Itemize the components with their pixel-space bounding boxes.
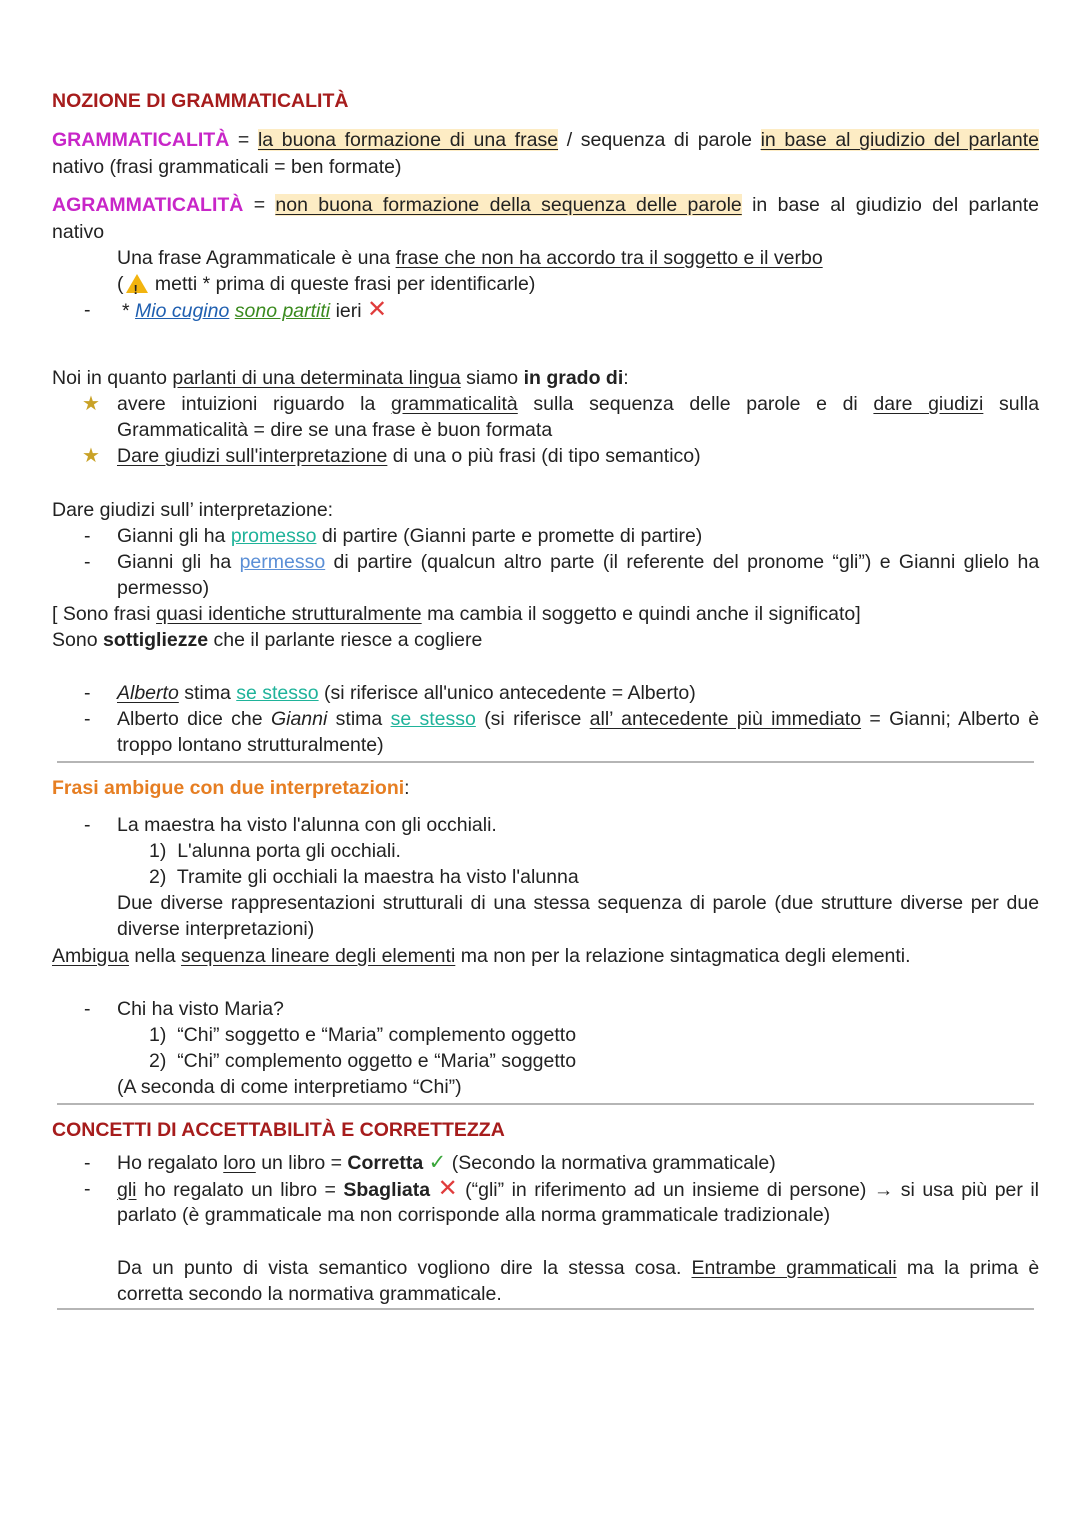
definition-highlight: la buona formazione di una frase [257,129,559,151]
word: parole [712,892,767,914]
agrammaticalita-definition [52,192,1039,218]
word: vista [268,1257,309,1279]
example-text: (“gli” in riferimento ad un insieme di persone) → si usa più per il [465,1179,1040,1201]
warning-text: metti * prima di queste frasi per identificarle) [154,273,536,295]
note-underlined: quasi identiche strutturalmente [156,603,422,625]
word: sulla [533,393,574,415]
interpretation-note: (A seconda di come interpretiamo “Chi”) [117,1076,462,1098]
term-grammaticalita: GRAMMATICALITÀ [52,129,230,151]
word: glielo [963,551,1010,573]
word-underlined: dare giudizi [873,393,984,415]
definition-line: nativo [52,221,105,243]
intro-bold: in grado di [523,367,624,389]
wrong-example-cont: parlato (è grammaticale ma non corrisponde alla norma grammaticale tradizionale) [117,1204,831,1226]
word: parte [550,551,595,573]
note-text: nella [134,945,176,967]
note-underlined: Ambigua [52,945,129,967]
verdict-wrong: Sbagliata [343,1179,431,1201]
example-text: stima [184,682,231,704]
example-subject: Mio cugino [135,300,230,322]
semantic-note-cont: corretta secondo la normativa grammaticale. [117,1283,502,1305]
term-agrammaticalita: AGRAMMATICALITÀ [52,194,244,216]
subtlety-note [52,627,482,653]
competence-item-1 [117,391,1039,417]
interp-example-2 [117,549,1039,575]
description-text: Una frase Agrammaticale è una [117,247,391,269]
word: delle [689,393,731,415]
intro-text: Noi in quanto [52,367,167,389]
item-underlined: Dare giudizi sull'interpretazione [117,445,388,467]
word: diverse [160,892,224,914]
bullet-dash: - [84,682,91,704]
example-text: Gianni gli ha [117,525,226,547]
word: Gianni [898,551,956,573]
definition-text: / sequenza di parole [566,129,752,151]
asterisk-marker: * [122,300,130,322]
note-text: Sono [52,629,98,651]
antecedent: Gianni [270,708,328,730]
word: è [1028,1257,1040,1279]
word: semantico [318,1257,408,1279]
horizontal-divider [57,1308,1034,1310]
intro-underlined: parlanti di una determinata lingua [172,367,461,389]
word-underlined: grammaticalità [390,393,518,415]
reflexive-example-2-cont: troppo lontano strutturalmente) [117,734,384,756]
intro-text: siamo [466,367,519,389]
reflexive-example-2 [117,706,1039,732]
word: due [1006,892,1040,914]
word: e [879,551,891,573]
note-text: [ Sono frasi [52,603,151,625]
cross-mark-icon: ✕ [367,296,388,323]
verdict-correct: Corretta [347,1152,424,1174]
bullet-dash: - [84,1178,91,1200]
section-title-grammaticalita: NOZIONE DI GRAMMATICALITÀ [52,90,349,112]
word: riguardo [272,393,345,415]
bracket-note [52,601,861,627]
correct-example [117,1150,776,1176]
word: e [816,393,827,415]
example-text: di partire (Gianni parte e promette di partire) [321,525,703,547]
word: stessa [568,1257,625,1279]
example-underlined: all’ antecedente più immediato [589,708,862,730]
note-text: che il parlante riesce a cogliere [213,629,483,651]
word: la [360,393,376,415]
bullet-dash: - [84,814,91,836]
warning-note [117,271,535,297]
reading-2 [149,1048,576,1074]
check-mark-icon: ✓ [428,1151,447,1174]
word: sequenza [597,892,683,914]
word: altro [503,551,542,573]
word: ma [906,1257,934,1279]
example-text: (si riferisce [484,708,582,730]
structural-description-cont: diverse interpretazioni) [117,918,315,940]
word: di [242,1257,259,1279]
list-number: 2) [149,866,167,888]
reading-text: Tramite gli occhiali la maestra ha visto l'alunna [176,866,579,888]
agrammatical-example [122,297,387,324]
word: del [712,551,739,573]
bullet-dash: - [84,708,91,730]
competence-item-1-cont: Grammaticalità = dire se una frase è buon formata [117,419,553,441]
interp-example-1 [117,523,702,549]
equals-sign: = [253,194,266,216]
word: di [689,892,705,914]
word: cosa. [634,1257,682,1279]
definition-line: nativo (frasi grammaticali = ben formate) [52,156,402,178]
word: “gli”) [832,551,872,573]
word: stessa [533,892,590,914]
word: pronome [747,551,825,573]
example-text: (si riferisce all'unico antecedente = Alberto) [324,682,696,704]
section-title-ambiguous: Frasi ambigue con due interpretazioni [52,777,405,799]
word-underlined: Entrambe grammaticali [691,1257,897,1279]
horizontal-divider [57,1103,1034,1105]
competence-item-2 [117,443,701,469]
paren: ( [117,273,124,295]
note-text: ma non per la relazione sintagmatica degli elementi. [460,945,911,967]
warning-icon [126,274,148,293]
example-text: = Gianni; Alberto è [869,708,1040,730]
ambiguous-example-2: Chi ha visto Maria? [117,998,284,1020]
reading-text: “Chi” complemento oggetto e “Maria” soggetto [177,1050,577,1072]
word: referente [626,551,705,573]
reading-1 [149,838,401,864]
word: Da [117,1257,142,1279]
word: ha [1017,551,1040,573]
word: strutturali [382,892,463,914]
example-text: Alberto dice che [117,708,263,730]
example-text: Ho regalato [117,1152,218,1174]
example-text: stima [335,708,383,730]
word: Due [117,892,153,914]
bullet-dash: - [84,998,91,1020]
grammaticalita-definition [52,127,1039,153]
word: rappresentazioni [230,892,376,914]
ambiguity-note [52,943,911,969]
note-underlined: sequenza lineare degli elementi [181,945,456,967]
equals-sign: = [237,129,250,151]
word: avere [117,393,166,415]
example-keyword: promesso [230,525,317,547]
word: di [470,892,486,914]
list-number: 1) [149,840,167,862]
word: dire [500,1257,533,1279]
note-bold: sottigliezze [102,629,209,651]
note-text: ma cambia il soggetto e quindi anche il significato] [427,603,861,625]
competence-intro [52,365,629,391]
reading-1 [149,1022,576,1048]
list-number: 2) [149,1050,167,1072]
reflexive-example-1 [117,680,696,706]
cross-mark-icon: ✕ [437,1175,458,1202]
word: strutture [821,892,893,914]
word: sequenza [589,393,674,415]
word: (due [774,892,814,914]
word: la [542,1257,559,1279]
word: partire [357,551,413,573]
bullet-dash: - [84,299,91,321]
heading-colon: : [404,777,410,799]
word: per [970,892,999,914]
example-verb: sono partiti [234,300,331,322]
example-text: un libro = [261,1152,342,1174]
star-bullet-icon: ★ [82,445,100,467]
word: di [333,551,349,573]
example-text: (Secondo la normativa grammaticale) [451,1152,776,1174]
word: gli [181,551,202,573]
word: la [944,1257,960,1279]
word: sulla [999,393,1040,415]
item-text: di una o più frasi (di tipo semantico) [392,445,701,467]
definition-highlight: in base al giudizio del parlante [760,129,1040,151]
bullet-dash: - [84,525,91,547]
reading-text: “Chi” soggetto e “Maria” complemento oggetto [177,1024,577,1046]
agrammatical-description [117,245,823,271]
example-text: ho regalato un libro = [143,1179,336,1201]
horizontal-divider [57,761,1034,763]
word: (qualcun [420,551,496,573]
word: vogliono [417,1257,491,1279]
star-bullet-icon: ★ [82,393,100,415]
interpretation-heading: Dare giudizi sull’ interpretazione: [52,499,334,521]
bullet-dash: - [84,551,91,573]
list-number: 1) [149,1024,167,1046]
word: prima [969,1257,1019,1279]
intro-colon: : [623,367,629,389]
word: di [842,393,858,415]
antecedent: Alberto [117,682,179,704]
reading-text: L'alunna porta gli occhiali. [177,840,401,862]
ambiguous-example-1: La maestra ha visto l'alunna con gli occhiali. [117,814,497,836]
reflexive-pronoun: se stesso [236,682,319,704]
example-keyword: permesso [239,551,326,573]
example-underlined: loro [223,1152,256,1174]
word: intuizioni [181,393,258,415]
word: diverse [900,892,964,914]
word: (il [602,551,619,573]
word: un [152,1257,174,1279]
word: una [493,892,526,914]
interp-example-2-cont: permesso) [117,577,210,599]
description-underlined: frase che non ha accordo tra il soggetto e il verbo [395,247,823,269]
word: parole [746,393,801,415]
wrong-example [117,1176,1039,1203]
word: Gianni [117,551,174,573]
semantic-note [117,1255,1039,1281]
ambiguous-heading [52,775,410,801]
example-end: ieri [335,300,362,322]
example-underlined: gli [117,1179,137,1201]
bullet-dash: - [84,1152,91,1174]
reading-2 [149,864,579,890]
word: ha [209,551,232,573]
reflexive-pronoun: se stesso [390,708,476,730]
definition-text: in base al giudizio del parlante [752,194,1039,216]
structural-description [117,890,1039,916]
word: punto [183,1257,233,1279]
section-title-accettabilita: CONCETTI DI ACCETTABILITÀ E CORRETTEZZA [52,1119,505,1141]
definition-highlight: non buona formazione della sequenza delle parole [275,194,742,216]
